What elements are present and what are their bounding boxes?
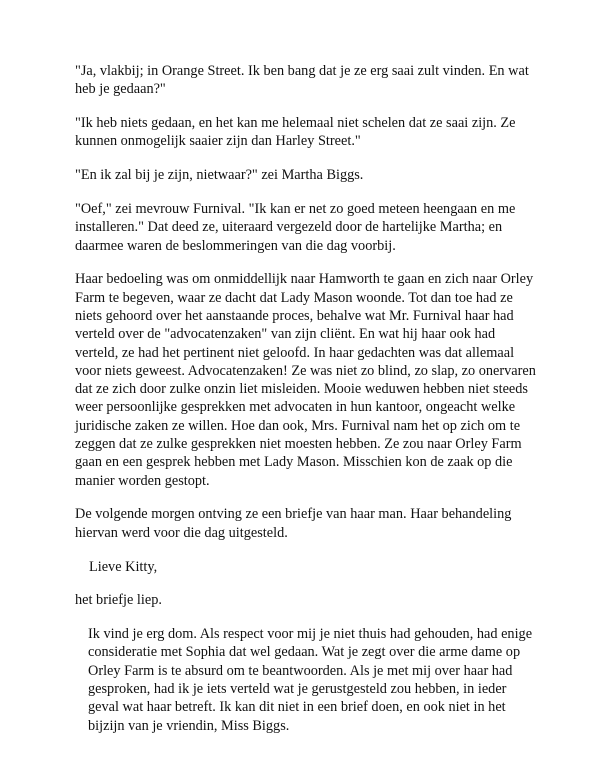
letter-salutation: Lieve Kitty, — [89, 558, 158, 575]
paragraph-martha-biggs: "En ik zal bij je zijn, nietwaar?" zei Martha Biggs. — [75, 167, 364, 184]
paragraph-orange-street: "Ja, vlakbij; in Orange Street. Ik ben bang dat je ze erg saai zult vinden. En wat heb je gedaan?" — [75, 63, 529, 98]
paragraph-harley-street: "Ik heb niets gedaan, en het kan me helemaal niet schelen dat ze saai zijn. Ze kunnen onmogelijk saaier zijn dan Harley Street." — [75, 115, 516, 150]
document-body — [75, 62, 537, 750]
paragraph-briefje-liep: het briefje liep. — [75, 592, 162, 609]
paragraph-hamworth: Haar bedoeling was om onmiddellijk naar Hamworth te gaan en zich naar Orley Farm te begeven, waar ze dacht dat Lady Mason woonde. Tot dan toe had ze niets gehoord over het aanstaande proces, behalve wat Mr. Furnival haar had verteld over de "advocatenzaken" van zijn cliënt. En wat hij haar ook had verteld, ze had het pertinent niet geloofd. In haar gedachten was dat allemaal voor niets geweest. Advocatenzaken! Ze was niet zo blind, zo slap, zo onervaren dat ze zich door zulke onzin liet misleiden. Mooie weduwen hebben niet steeds weer persoonlijke gesprekken met advocaten in hun kantoor, ongeacht welke juridische zaken ze willen. Hoe dan ook, Mrs. Furnival nam het op zich om te zeggen dat ze zulke gesprekken niet moesten hebben. Ze zou naar Orley Farm gaan en een gesprek hebben met Lady Mason. Misschien kon de zaak op die manier worden gestopt. — [75, 271, 536, 489]
paragraph-mevrouw-furnival: "Oef," zei mevrouw Furnival. "Ik kan er net zo goed meteen heengaan en me installeren." Dat deed ze, uiteraard vergezeld door de hartelijke Martha; en daarmee waren de beslommeringen van die dag voorbij. — [75, 200, 516, 254]
paragraph-briefje: De volgende morgen ontving ze een briefje van haar man. Haar behandeling hiervan werd voor die dag uitgesteld. — [75, 506, 512, 541]
letter-body: Ik vind je erg dom. Als respect voor mij je niet thuis had gehouden, had enige consideratie met Sophia dat wel gedaan. Wat je zegt over die arme dame op Orley Farm is te absurd om te beantwoorden. Als je met mij over haar had gesproken, had ik je iets verteld wat je gerustgesteld zou hebben, in ieder geval wat haar betreft. Ik kan dit niet in een brief doen, en ook niet in het bijzijn van je vriendin, Miss Biggs. — [88, 626, 533, 734]
